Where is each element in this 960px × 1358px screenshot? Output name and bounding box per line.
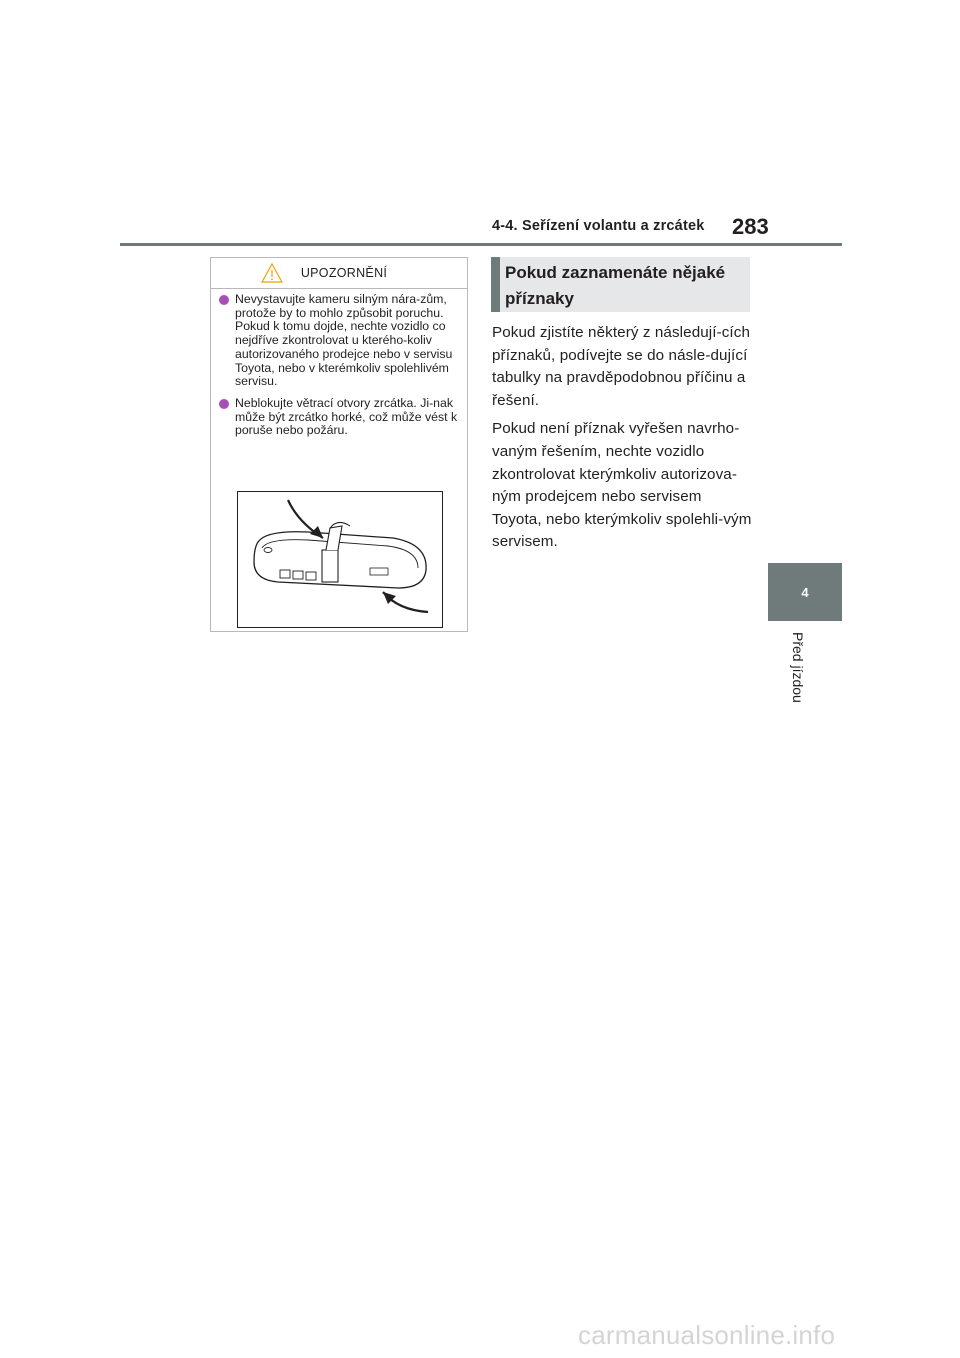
chapter-tab <box>768 563 842 621</box>
warning-item <box>217 293 461 389</box>
section-heading: Pokud zaznamenáte nějaké příznaky <box>491 257 750 312</box>
section-title: 4-4. Seřízení volantu a zrcátek <box>492 218 705 234</box>
mirror-illustration <box>237 491 443 628</box>
warning-item-text: Neblokujte větrací otvory zrcátka. Ji-nak může být zrcátko horké, což může vést k poruše nebo požáru. <box>235 395 458 438</box>
warning-item <box>217 397 461 438</box>
warning-item-text: Nevystavujte kameru silným nára-zům, protože by to mohlo způsobit poruchu. Pokud k tomu dojde, nechte vozidlo co nejdříve zkontrolovat u kterého-koliv autorizovaného prodejce nebo v servisu Toyota, nebo v kterémkoliv spolehlivém servisu. <box>235 292 453 389</box>
warning-triangle-icon <box>261 263 283 283</box>
page-number: 283 <box>732 214 769 239</box>
chapter-name: Před jízdou <box>790 632 806 703</box>
warning-header <box>211 258 467 289</box>
bullet-icon <box>219 399 229 409</box>
paragraph: Pokud není příznak vyřešen navrho-vaným řešením, nechte vozidlo zkontrolovat kterýmkoliv autorizova-ným prodejcem nebo servisem Toyota, nebo kterýmkoliv spolehli-vým servisem. <box>492 420 752 551</box>
mirror-drawing <box>238 492 441 626</box>
chapter-number: 4 <box>801 584 809 600</box>
warning-title: UPOZORNĚNÍ <box>300 266 388 280</box>
watermark: carmanualsonline.info <box>578 1320 836 1350</box>
header-divider <box>120 243 842 246</box>
paragraph: Pokud zjistíte některý z následují-cích příznaků, podívejte se do násle-dující tabulky na pravděpodobnou příčinu a řešení. <box>492 324 750 409</box>
section-body <box>492 322 754 560</box>
bullet-icon <box>219 295 229 305</box>
warning-box <box>210 257 468 632</box>
